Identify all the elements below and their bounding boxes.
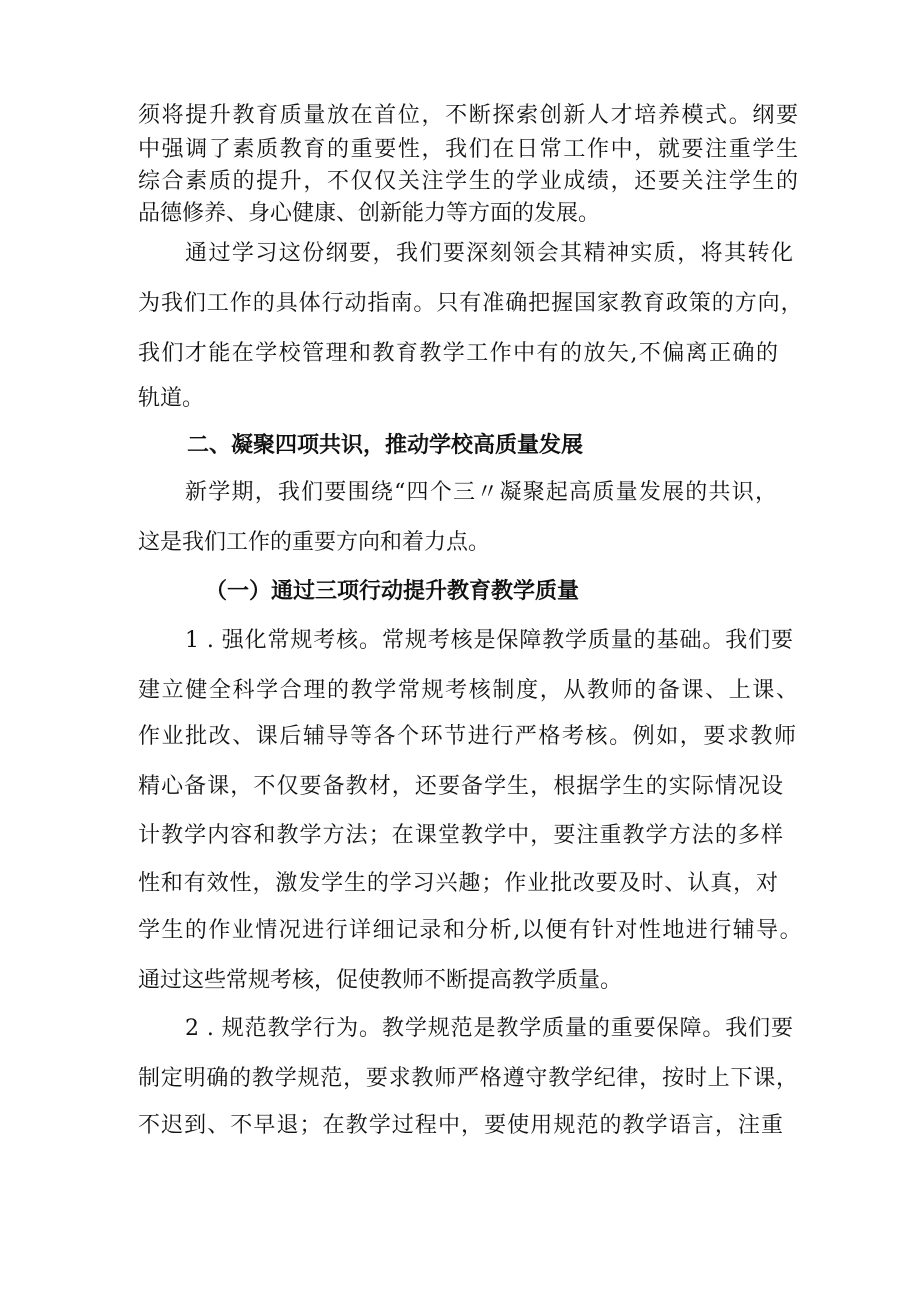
paragraph-line: 学生的作业情况进行详细记录和分析,以便有针对性地进行辅导。 [138,918,802,943]
subsection-heading: （一）通过三项行动提升教育教学质量 [205,578,580,604]
section-heading: 二、凝聚四项共识，推动学校高质量发展 [187,432,584,458]
paragraph-line: 作业批改、课后辅导等各个环节进行严格考核。例如，要求教师 [138,724,796,749]
paragraph-line: 建立健全科学合理的教学常规考核制度，从教师的备课、上课、 [138,678,798,703]
paragraph-line: 这是我们工作的重要方向和着力点。 [138,530,491,555]
paragraph-line: 1 . 强化常规考核。常规考核是保障教学质量的基础。我们要 [185,628,793,653]
paragraph-line: 通过这些常规考核，促使教师不断提高教学质量。 [138,968,623,993]
paragraph-line: 轨道。 [138,386,205,411]
paragraph-line: 性和有效性，激发学生的学习兴趣；作业批改要及时、认真，对 [138,871,778,896]
paragraph-line: 通过学习这份纲要，我们要深刻领会其精神实质，将其转化 [185,241,793,266]
paragraph-line: 2 . 规范教学行为。教学规范是教学质量的重要保障。我们要 [185,1016,793,1041]
paragraph-line: 制定明确的教学规范，要求教师严格遵守教学纪律，按时上下课， [138,1066,798,1091]
paragraph-line: 新学期，我们要围绕“四个三〃凝聚起高质量发展的共识， [185,480,777,505]
paragraph-line: 品德修养、身心健康、创新能力等方面的发展。 [138,201,601,226]
paragraph-line: 须将提升教育质量放在首位，不断探索创新人才培养模式。纲要 [138,103,798,128]
paragraph-line: 不迟到、不早退；在教学过程中，要使用规范的教学语言，注重 [138,1113,783,1138]
paragraph-line: 精心备课，不仅要备教材，还要备学生，根据学生的实际情况设 [138,774,783,799]
paragraph-line: 综合素质的提升，不仅仅关注学生的学业成绩，还要关注学生的 [138,169,798,194]
paragraph-line: 为我们工作的具体行动指南。只有准确把握国家教育政策的方向， [138,291,803,316]
paragraph-line: 计教学内容和教学方法；在课堂教学中，要注重教学方法的多样 [138,823,783,848]
paragraph-line: 中强调了素质教育的重要性，我们在日常工作中，就要注重学生 [138,137,798,162]
paragraph-line: 我们才能在学校管理和教育教学工作中有的放矢,不偏离正确的 [138,341,778,366]
